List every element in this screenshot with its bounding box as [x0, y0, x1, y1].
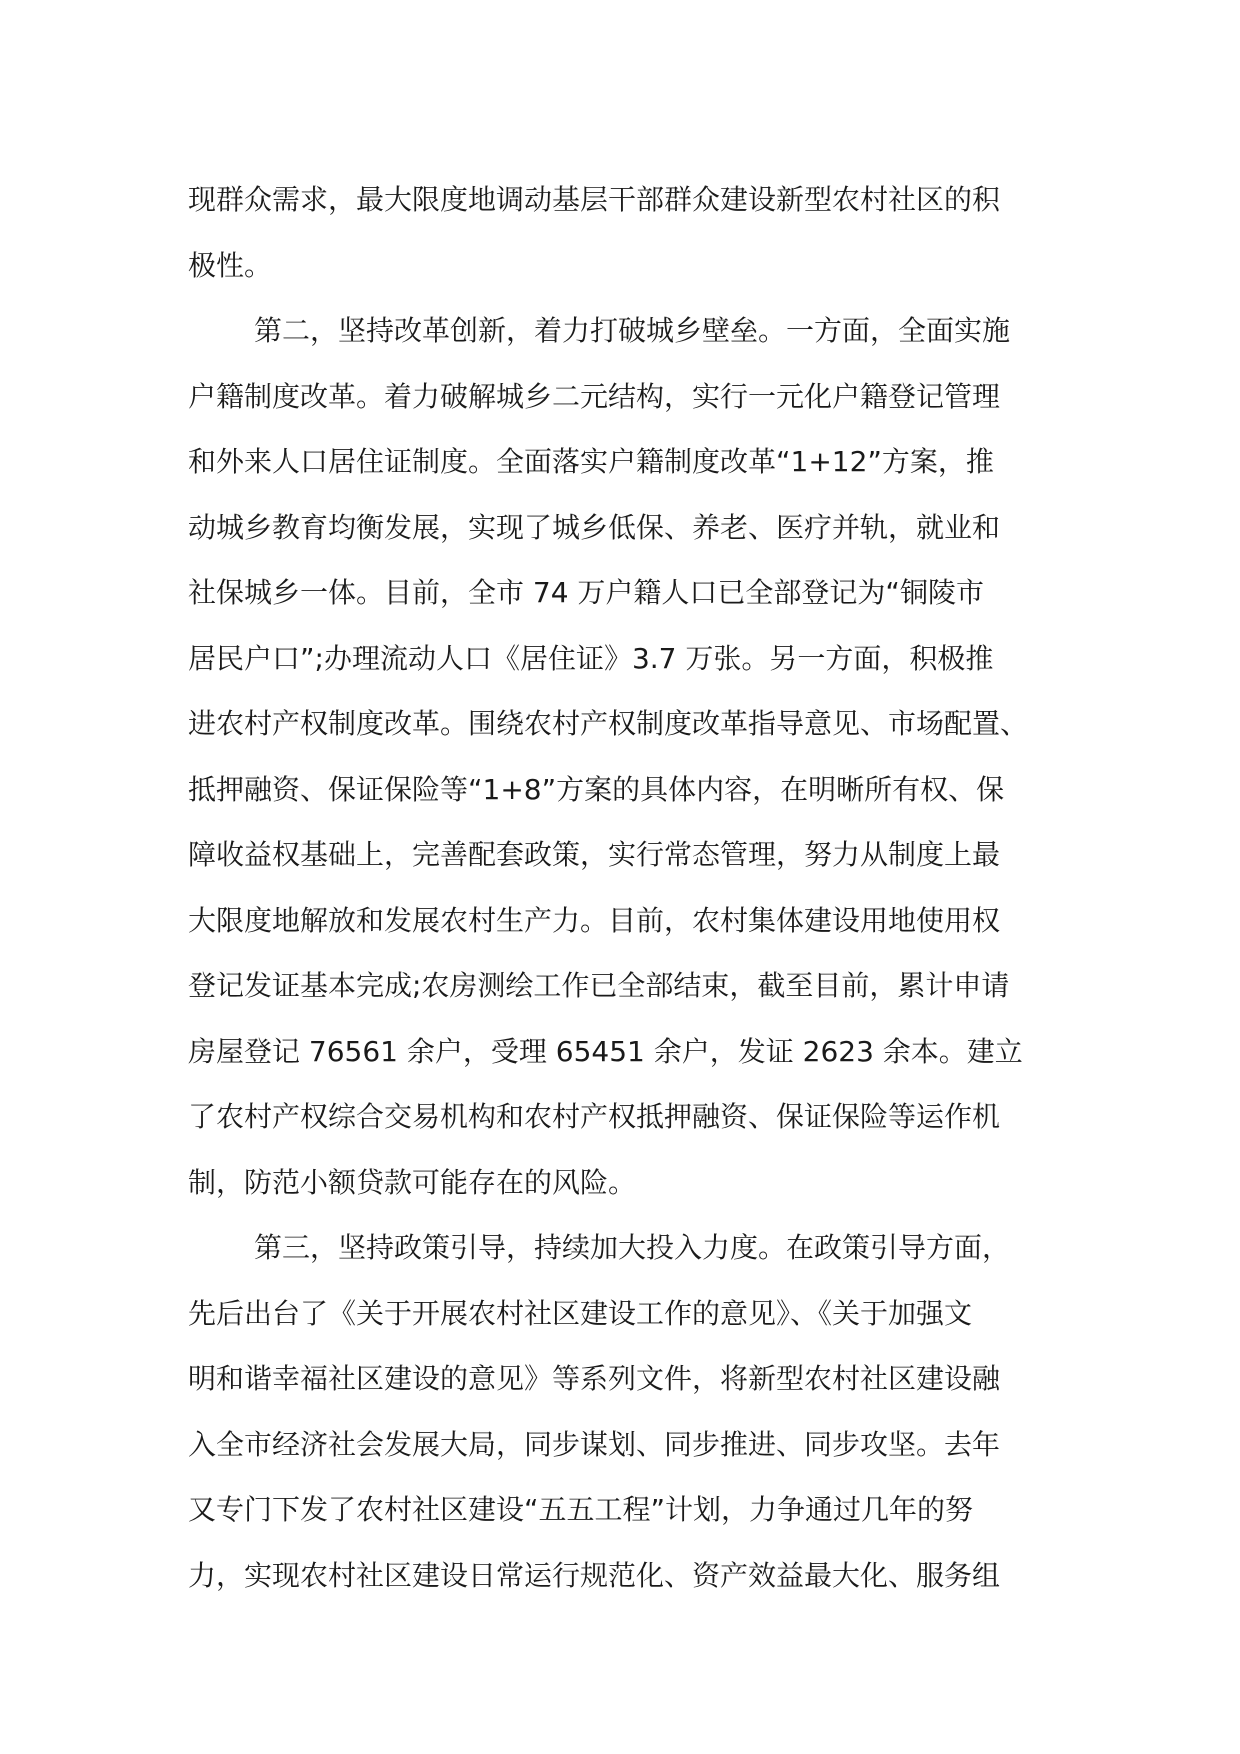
text-line: 户籍制度改革。着力破解城乡二元结构，实行一元化户籍登记管理 — [188, 379, 1001, 413]
text-line: 力，实现农村社区建设日常运行规范化、资产效益最大化、服务组 — [188, 1558, 1001, 1592]
text-line: 先后出台了《关于开展农村社区建设工作的意见》、《关于加强文 — [188, 1296, 973, 1330]
text-line: 房屋登记 76561 余户，受理 65451 余户，发证 2623 余本。建立 — [188, 1034, 1023, 1068]
text-line: 极性。 — [188, 248, 273, 282]
text-line: 进农村产权制度改革。围绕农村产权制度改革指导意见、市场配置、 — [188, 707, 1029, 740]
text-line: 入全市经济社会发展大局，同步谋划、同步推进、同步攻坚。去年 — [188, 1427, 1001, 1461]
text-line: 社保城乡一体。目前，全市 74 万户籍人口已全部登记为“铜陵市 — [188, 576, 984, 609]
paragraph-start-line: 第三，坚持政策引导，持续加大投入力度。在政策引导方面， — [254, 1231, 1011, 1264]
paragraph-start-line: 第二，坚持改革创新，着力打破城乡壁垒。一方面，全面实施 — [254, 314, 1011, 347]
text-line: 明和谐幸福社区建设的意见》等系列文件，将新型农村社区建设融 — [188, 1362, 1001, 1395]
text-line: 登记发证基本完成;农房测绘工作已全部结束，截至目前，累计申请 — [188, 969, 1010, 1002]
text-line: 了农村产权综合交易机构和农村产权抵押融资、保证保险等运作机 — [188, 1100, 1001, 1133]
text-line: 又专门下发了农村社区建设“五五工程”计划，力争通过几年的努 — [188, 1493, 974, 1526]
text-line: 动城乡教育均衡发展，实现了城乡低保、养老、医疗并轨，就业和 — [188, 510, 1001, 544]
text-line: 和外来人口居住证制度。全面落实户籍制度改革“1+12”方案，推 — [188, 445, 994, 478]
document-body — [188, 167, 1068, 1608]
text-line: 制，防范小额贷款可能存在的风险。 — [188, 1165, 637, 1199]
text-line: 现群众需求，最大限度地调动基层干部群众建设新型农村社区的积 — [188, 183, 1001, 216]
text-line: 抵押融资、保证保险等“1+8”方案的具体内容，在明晰所有权、保 — [188, 772, 1005, 806]
text-line: 大限度地解放和发展农村生产力。目前，农村集体建设用地使用权 — [188, 903, 1001, 937]
text-line: 障收益权基础上，完善配套政策，实行常态管理，努力从制度上最 — [188, 838, 1001, 871]
text-line: 居民户口”;办理流动人口《居住证》3.7 万张。另一方面，积极推 — [188, 641, 994, 675]
